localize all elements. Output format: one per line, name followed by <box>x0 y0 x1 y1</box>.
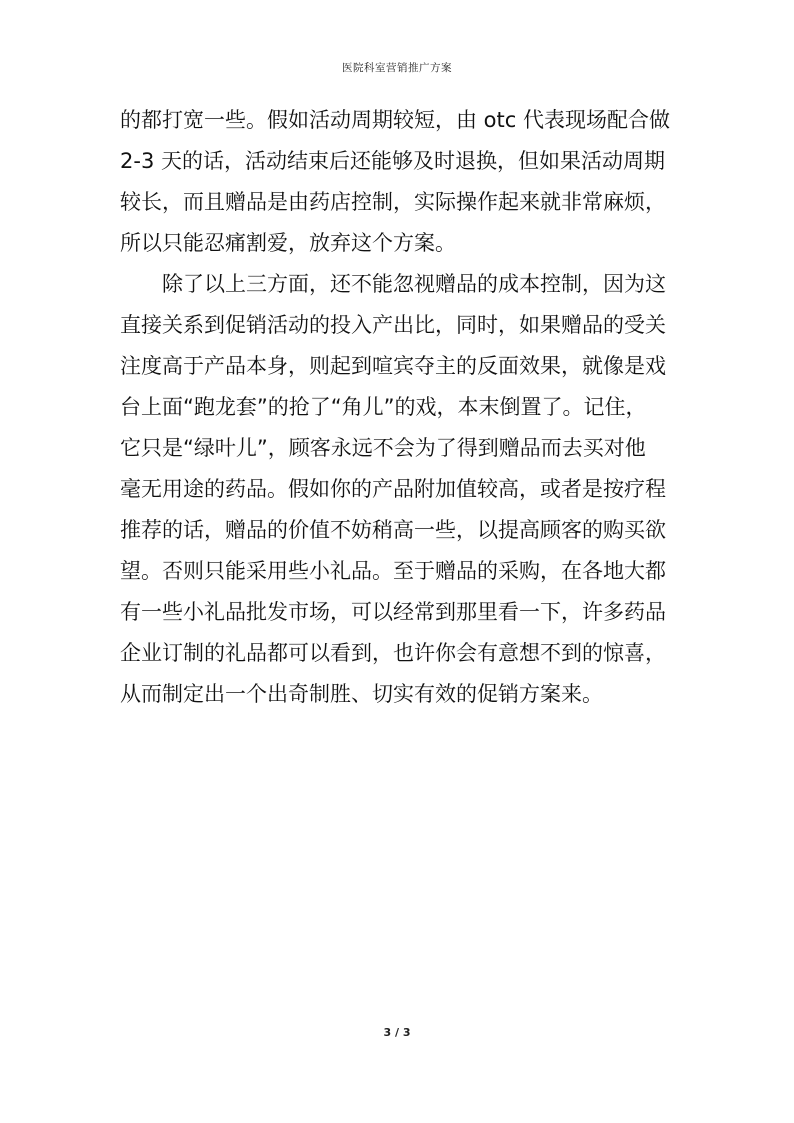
paragraph-line: 毫无用途的药品。假如你的产品附加值较高，或者是按疗程 <box>120 477 666 501</box>
paragraph-line: 直接关系到促销活动的投入产出比，同时，如果赠品的受关 <box>120 313 666 337</box>
paragraph-line: 台上面“跑龙套”的抢了“角儿”的戏，本末倒置了。记住， <box>120 395 647 419</box>
paragraph-line: 的都打宽一些。假如活动周期较短，由 otc 代表现场配合做 <box>120 108 670 132</box>
paragraph-line: 它只是“绿叶儿”，顾客永远不会为了得到赠品而去买对他 <box>120 436 646 460</box>
paragraph-line: 2-3 天的话，活动结束后还能够及时退换，但如果活动周期 <box>120 149 665 173</box>
paragraph-line: 注度高于产品本身，则起到喧宾夺主的反面效果，就像是戏 <box>120 354 666 378</box>
paragraph-line: 推荐的话，赠品的价值不妨稍高一些，以提高顾客的购买欲 <box>120 518 666 542</box>
paragraph-line: 从而制定出一个出奇制胜、切实有效的促销方案来。 <box>120 682 603 706</box>
page-number: 3 / 3 <box>383 1026 411 1039</box>
page-header-title: 医院科室营销推广方案 <box>342 62 452 74</box>
paragraph-line: 企业订制的礼品都可以看到，也许你会有意想不到的惊喜， <box>120 641 666 665</box>
document-body <box>120 100 690 715</box>
paragraph-line: 所以只能忍痛割爱，放弃这个方案。 <box>120 231 456 255</box>
paragraph-line: 较长，而且赠品是由药店控制，实际操作起来就非常麻烦， <box>120 190 666 214</box>
paragraph-line: 望。否则只能采用些小礼品。至于赠品的采购，在各地大都 <box>120 559 666 583</box>
paragraph-line: 除了以上三方面，还不能忽视赠品的成本控制，因为这 <box>162 272 666 296</box>
paragraph-line: 有一些小礼品批发市场，可以经常到那里看一下，许多药品 <box>120 600 666 624</box>
